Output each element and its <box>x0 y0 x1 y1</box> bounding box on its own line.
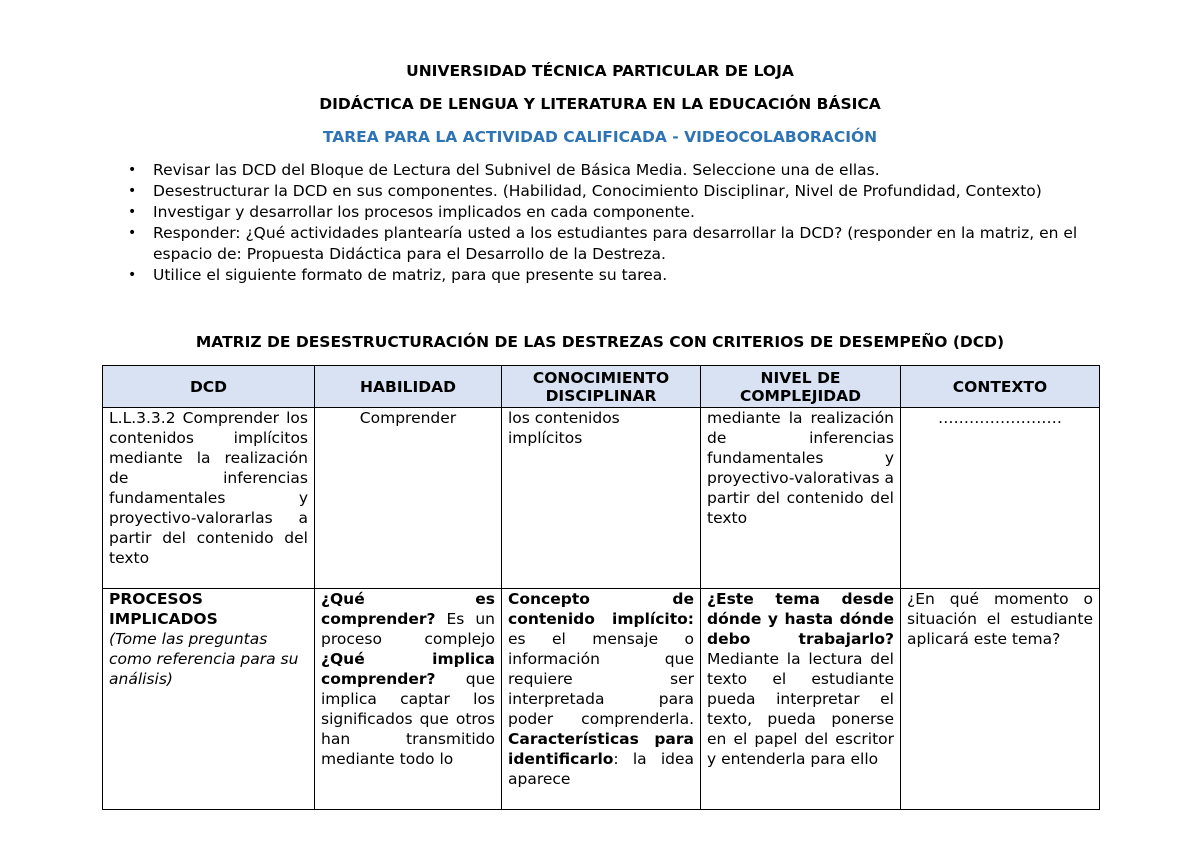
instruction-item: • Desestructurar la DCD en sus componentes. (Habilidad, Conocimiento Disciplinar, Nivel de Profundidad, Contexto) <box>128 181 1078 202</box>
procesos-title: PROCESOS IMPLICADOS <box>109 590 218 628</box>
conocimiento-answer-2: : la idea aparece <box>508 750 694 788</box>
table-row <box>103 589 1100 810</box>
cell-contexto: …………………… <box>901 408 1100 589</box>
header-dcd: DCD <box>103 366 315 408</box>
nivel-question-1: ¿Este tema desde dónde y hasta dónde debo trabajarlo? <box>707 590 894 648</box>
cell-conocimiento: los contenidos implícitos <box>502 408 701 589</box>
habilidad-answer-1: Es un proceso complejo <box>321 610 495 648</box>
cell-habilidad: Comprender <box>315 408 502 589</box>
procesos-note: (Tome las preguntas como referencia para su análisis) <box>109 630 299 688</box>
table-row <box>103 408 1100 589</box>
instruction-item: • Responder: ¿Qué actividades plantearía usted a los estudiantes para desarrollar la DCD? (responder en la matriz, en el espacio de: Propuesta Didáctica para el Desarrollo de la Destreza. <box>128 223 1078 265</box>
matrix-title: MATRIZ DE DESESTRUCTURACIÓN DE LAS DESTREZAS CON CRITERIOS DE DESEMPEÑO (DCD) <box>195 333 1005 351</box>
university-title: UNIVERSIDAD TÉCNICA PARTICULAR DE LOJA <box>406 62 794 80</box>
table-header-row <box>103 366 1100 408</box>
cell-nivel-procesos <box>701 589 901 810</box>
instruction-item: • Investigar y desarrollar los procesos implicados en cada componente. <box>128 202 1078 223</box>
header-contexto: CONTEXTO <box>901 366 1100 408</box>
header-conocimiento: CONOCIMIENTO DISCIPLINAR <box>502 366 701 408</box>
instructions-list <box>128 160 1078 286</box>
cell-dcd: L.L.3.3.2 Comprender los contenidos implícitos mediante la realización de inferencias fundamentales y proyectivo-valorarlas a partir del contenido del texto <box>103 408 315 589</box>
course-title: DIDÁCTICA DE LENGUA Y LITERATURA EN LA EDUCACIÓN BÁSICA <box>319 95 881 113</box>
habilidad-question-2: ¿Qué implica comprender? <box>321 650 495 688</box>
cell-nivel: mediante la realización de inferencias fundamentales y proyectivo-valorativas a partir del contenido del texto <box>701 408 901 589</box>
instruction-item: • Utilice el siguiente formato de matriz, para que presente su tarea. <box>128 265 1078 286</box>
instruction-item: • Revisar las DCD del Bloque de Lectura del Subnivel de Básica Media. Seleccione una de ellas. <box>128 160 1078 181</box>
nivel-answer-1: Mediante la lectura del texto el estudiante pueda interpretar el texto, pueda ponerse en el papel del escritor y entenderla para ello <box>707 650 894 768</box>
cell-conocimiento-procesos <box>502 589 701 810</box>
header-habilidad: HABILIDAD <box>315 366 502 408</box>
conocimiento-question-1: Concepto de contenido implícito: <box>508 590 694 628</box>
cell-contexto-procesos: ¿En qué momento o situación el estudiante aplicará este tema? <box>901 589 1100 810</box>
header-nivel: NIVEL DE COMPLEJIDAD <box>701 366 901 408</box>
habilidad-answer-2: que implica captar los significados que otros han transmitido mediante todo lo <box>321 670 495 768</box>
habilidad-question-1: ¿Qué es comprender? <box>321 590 495 628</box>
conocimiento-answer-1: es el mensaje o información que requiere ser interpretada para poder comprenderla. <box>508 630 694 728</box>
cell-procesos <box>103 589 315 810</box>
task-title: TAREA PARA LA ACTIVIDAD CALIFICADA - VIDEOCOLABORACIÓN <box>322 128 878 146</box>
dcd-matrix-table <box>102 365 1100 810</box>
conocimiento-question-2: Características para identificarlo <box>508 730 694 768</box>
cell-habilidad-procesos <box>315 589 502 810</box>
